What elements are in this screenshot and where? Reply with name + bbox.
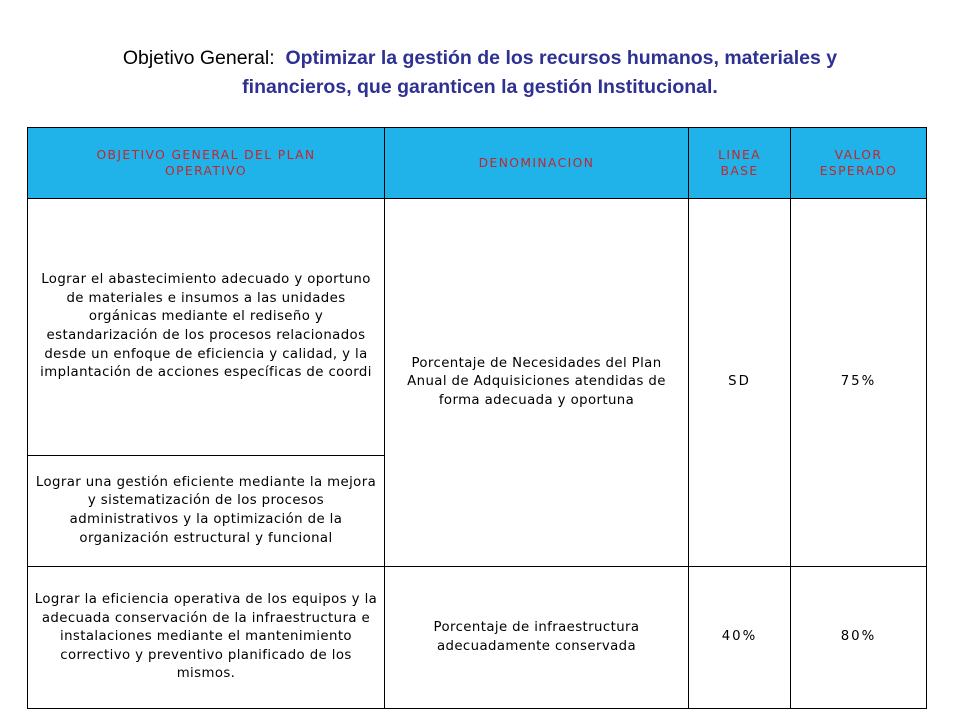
objective-label: Objetivo General: (122, 47, 275, 69)
objective-cell-3: Lograr la eficiencia operativa de los equipos y la adecuada conservación de la infraestructura e instalaciones mediante el mantenimiento correctivo y preventivo planificado de los mismos. (27, 566, 385, 709)
header-objective: OBJETIVO GENERAL DEL PLAN OPERATIVO (27, 127, 385, 199)
expected-cell-2: 80% (790, 566, 927, 709)
header-denomination: DENOMINACION (384, 127, 689, 199)
page-title (0, 44, 960, 102)
denomination-cell-1: Porcentaje de Necesidades del Plan Anual de Adquisiciones atendidas de forma adecuada y oportuna (384, 198, 689, 567)
objective-text-line-2: financieros, que garanticen la gestión Institucional. (242, 76, 718, 98)
title-line-1 (0, 44, 960, 73)
baseline-cell-1: SD (688, 198, 791, 567)
expected-cell-1: 75% (790, 198, 927, 567)
objective-cell-2: Lograr una gestión eficiente mediante la mejora y sistematización de los procesos administrativos y la optimización de la organización estructural y funcional (27, 455, 385, 567)
baseline-cell-2: 40% (688, 566, 791, 709)
objective-cell-1: Lograr el abastecimiento adecuado y oportuno de materiales e insumos a las unidades orgánicas mediante el rediseño y estandarización de los procesos relacionados desde un enfoque de eficiencia y calidad, y la implantación de acciones específicas de coordi (27, 198, 385, 456)
header-expected: VALOR ESPERADO (790, 127, 927, 199)
header-baseline: LINEA BASE (688, 127, 791, 199)
objective-text-line-1: Optimizar la gestión de los recursos humanos, materiales y (285, 47, 838, 69)
denomination-cell-2: Porcentaje de infraestructura adecuadamente conservada (384, 566, 689, 709)
title-line-2 (0, 73, 960, 102)
